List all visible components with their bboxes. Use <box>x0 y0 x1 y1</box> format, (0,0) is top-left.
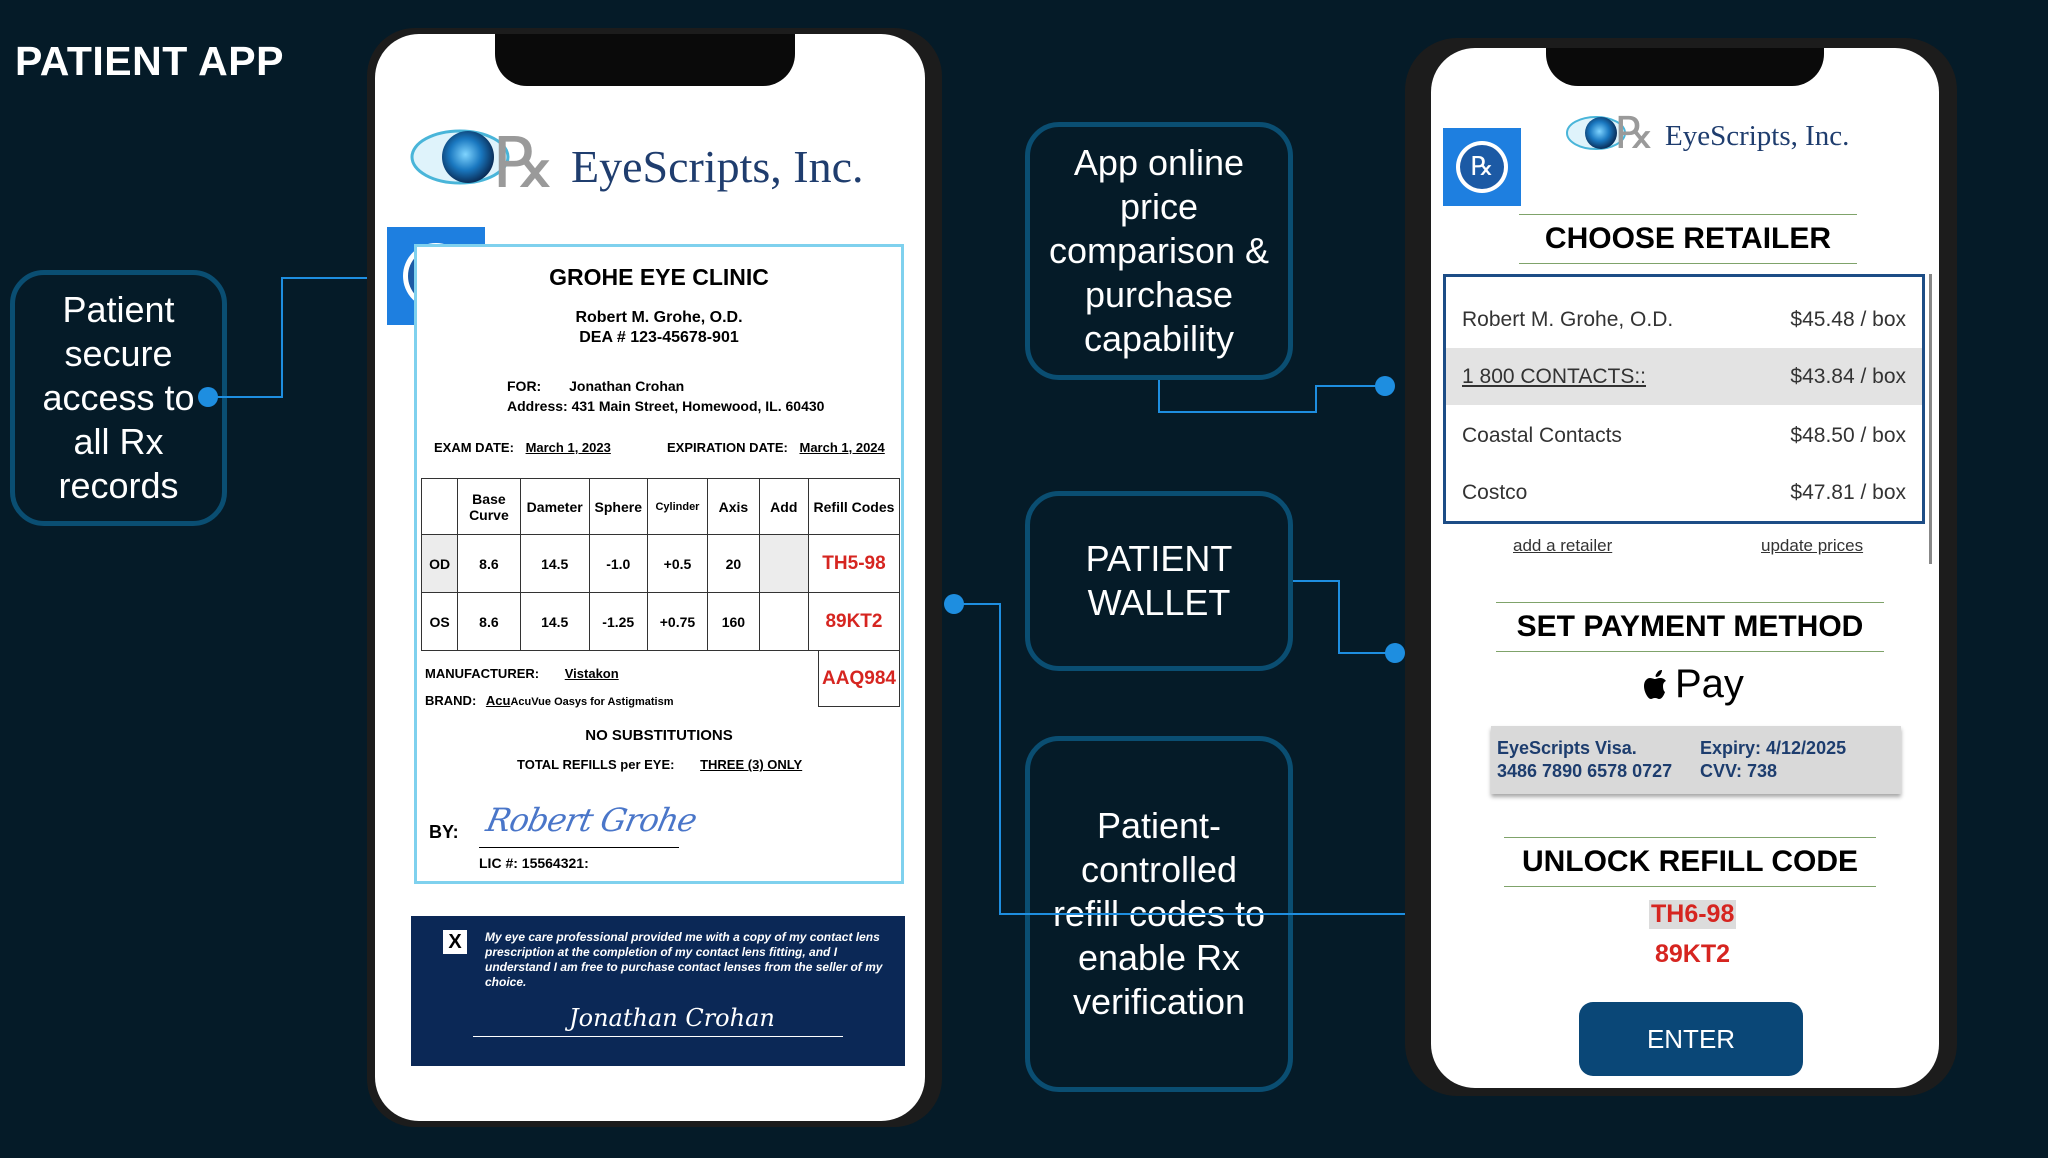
apple-pay-label: Pay <box>1675 662 1744 706</box>
retailer-row[interactable] <box>1446 464 1922 521</box>
right-phone <box>1405 38 1957 1096</box>
callout-line: Patient <box>62 289 175 330</box>
apple-logo-icon <box>1643 668 1671 702</box>
callout-line: enable Rx <box>1077 937 1241 978</box>
add-cell <box>759 535 808 593</box>
retailer-row[interactable] <box>1446 291 1922 348</box>
callout-wallet <box>1025 491 1293 671</box>
callout-line: all Rx <box>73 421 164 462</box>
diameter-cell: 14.5 <box>520 593 589 651</box>
consent-signature-line <box>473 1036 843 1037</box>
connector-dot <box>198 387 218 407</box>
retailer-price: $48.50 / box <box>1790 423 1906 447</box>
clinic-name: GROHE EYE CLINIC <box>549 264 769 290</box>
phone-notch <box>495 34 795 86</box>
retailer-row[interactable] <box>1446 348 1922 405</box>
callout-price-comparison <box>1025 122 1293 380</box>
patient-signature: Jonathan Crohan <box>569 1004 775 1032</box>
prescription-card <box>414 244 904 884</box>
callout-line: secure <box>64 333 173 374</box>
extra-refill-code: AAQ984 <box>818 651 900 707</box>
enter-button[interactable]: ENTER <box>1579 1002 1803 1076</box>
callout-line: records <box>58 465 179 506</box>
table-header: Refill Codes <box>808 479 899 535</box>
sphere-cell: -1.25 <box>589 593 647 651</box>
table-header: Sphere <box>589 479 647 535</box>
retailer-name: Coastal Contacts <box>1462 423 1622 447</box>
axis-cell: 160 <box>708 593 760 651</box>
callout-line: App online <box>1073 142 1245 183</box>
callout-line: price <box>1119 186 1198 227</box>
refill-code-1[interactable]: TH6-98 <box>1651 900 1735 928</box>
cylinder-cell: +0.75 <box>647 593 707 651</box>
table-header: Axis <box>708 479 760 535</box>
table-row <box>422 593 900 651</box>
phone-notch <box>1546 48 1824 86</box>
refill-code-heading: UNLOCK REFILL CODE <box>1504 837 1876 887</box>
exam-date: March 1, 2023 <box>525 440 611 455</box>
doctor-name: Robert M. Grohe, O.D. <box>575 309 743 326</box>
connector-secure-access <box>208 278 378 397</box>
table-header: Base Curve <box>458 479 520 535</box>
update-prices-link[interactable]: update prices <box>1761 536 1864 555</box>
retailer-name: Robert M. Grohe, O.D. <box>1462 307 1674 331</box>
by-label: BY: <box>429 822 459 842</box>
left-phone <box>367 28 942 1127</box>
consent-block <box>411 916 905 1066</box>
retailer-price: $45.48 / box <box>1790 307 1906 331</box>
patient-for <box>507 378 684 394</box>
cylinder-cell: +0.5 <box>647 535 707 593</box>
patient-address <box>507 398 824 414</box>
logo-rx-mark: ℞ <box>493 126 556 203</box>
patient-name: Jonathan Crohan <box>569 378 685 394</box>
connector-dot <box>944 594 964 614</box>
callout-line: comparison & <box>1048 230 1270 271</box>
scrollbar[interactable] <box>1929 274 1932 564</box>
address-label: Address: <box>507 398 568 414</box>
address-value: 431 Main Street, Homewood, IL. 60430 <box>571 398 825 414</box>
left-phone-screen <box>375 34 925 1121</box>
apple-pay[interactable] <box>1643 662 1744 707</box>
refills-value: THREE (3) ONLY <box>700 757 803 772</box>
table-header: Dameter <box>520 479 589 535</box>
refill-code-cell: 89KT2 <box>808 593 899 651</box>
table-header: Add <box>759 479 808 535</box>
refill-code-2[interactable]: 89KT2 <box>1655 940 1731 968</box>
refills-label: TOTAL REFILLS per EYE: <box>517 757 675 772</box>
retailer-name: 1 800 CONTACTS:: <box>1462 364 1646 388</box>
eye-cell: OD <box>422 535 458 593</box>
retailer-price: $43.84 / box <box>1790 364 1906 388</box>
diameter-cell: 14.5 <box>520 535 589 593</box>
rx-badge <box>1443 128 1521 206</box>
retailer-list <box>1443 274 1925 524</box>
payment-card[interactable] <box>1491 726 1901 794</box>
consent-checkbox[interactable]: X <box>443 930 467 954</box>
choose-retailer-heading: CHOOSE RETAILER <box>1519 214 1857 264</box>
callout-line: Patient- <box>1096 805 1222 846</box>
base-curve-cell: 8.6 <box>458 535 520 593</box>
connector-dot <box>1385 643 1405 663</box>
signature-line <box>479 847 679 848</box>
brand-full: AcuVue Oasys for Astigmatism <box>510 696 674 708</box>
callout-line: PATIENT <box>1085 538 1233 579</box>
consent-text: My eye care professional provided me with a copy of my contact lens prescription at the completion of my contact lens fitting, and I understand I am free to purchase contact lenses from the seller of my choice. <box>485 930 883 989</box>
retailer-price: $47.81 / box <box>1790 480 1906 504</box>
callout-line: refill codes to <box>1052 893 1266 934</box>
table-header-row <box>422 479 900 535</box>
add-retailer-link[interactable]: add a retailer <box>1513 536 1613 555</box>
payment-heading: SET PAYMENT METHOD <box>1496 602 1884 652</box>
brand-name: EyeScripts, Inc. <box>1665 120 1850 152</box>
callout-line: access to <box>42 377 195 418</box>
brand-label: BRAND: <box>425 693 477 708</box>
table-header: Cylinder <box>647 479 707 535</box>
card-cvv: CVV: 738 <box>1700 761 1778 781</box>
callout-line: verification <box>1072 981 1246 1022</box>
prescription-table <box>421 478 900 651</box>
for-label: FOR: <box>507 378 542 394</box>
retailer-row[interactable] <box>1446 407 1922 464</box>
refills-row <box>517 757 802 772</box>
rx-badge-circle <box>1456 141 1508 193</box>
callout-line: WALLET <box>1087 582 1231 623</box>
expiration-date: March 1, 2024 <box>799 440 885 455</box>
retailer-name: Costco <box>1462 480 1528 504</box>
card-number: 3486 7890 6578 0727 <box>1497 761 1673 781</box>
add-cell <box>759 593 808 651</box>
brand-name: EyeScripts, Inc. <box>571 141 864 192</box>
manufacturer-label: MANUFACTURER: <box>425 666 540 681</box>
no-substitutions: NO SUBSTITUTIONS <box>585 727 733 744</box>
callout-secure-access <box>10 270 227 526</box>
base-curve-cell: 8.6 <box>458 593 520 651</box>
logo-rx-mark: ℞ <box>1615 109 1655 158</box>
table-row <box>422 535 900 593</box>
callout-line: purchase <box>1084 274 1234 315</box>
manufacturer-value: Vistakon <box>564 666 619 681</box>
doctor-signature: Robert Grohe <box>482 801 700 839</box>
table-header <box>422 479 458 535</box>
brand-short: Acu <box>485 693 511 708</box>
dea-number: DEA # 123-45678-901 <box>579 329 739 346</box>
manufacturer-row <box>425 666 619 681</box>
connector-dot <box>1375 376 1395 396</box>
axis-cell: 20 <box>708 535 760 593</box>
brand-row <box>425 693 673 708</box>
eye-cell: OS <box>422 593 458 651</box>
page-title: PATIENT APP <box>15 38 284 84</box>
exam-date-row <box>434 440 611 455</box>
card-name: EyeScripts Visa. <box>1497 738 1637 758</box>
expiration-label: EXPIRATION DATE: <box>667 440 788 455</box>
connector-wallet <box>1293 581 1395 653</box>
rx-icon: ℞ <box>1460 145 1504 189</box>
callout-line: capability <box>1083 318 1235 359</box>
expiration-date-row <box>667 440 885 455</box>
right-phone-screen <box>1431 48 1939 1088</box>
license-number: LIC #: 15564321: <box>479 855 589 871</box>
refill-code-cell: TH5-98 <box>808 535 899 593</box>
callout-refill-codes <box>1025 736 1293 1092</box>
connector-price-comparison <box>1159 380 1385 412</box>
card-expiry: Expiry: 4/12/2025 <box>1700 738 1847 758</box>
exam-date-label: EXAM DATE: <box>434 440 514 455</box>
sphere-cell: -1.0 <box>589 535 647 593</box>
callout-line: controlled <box>1080 849 1238 890</box>
